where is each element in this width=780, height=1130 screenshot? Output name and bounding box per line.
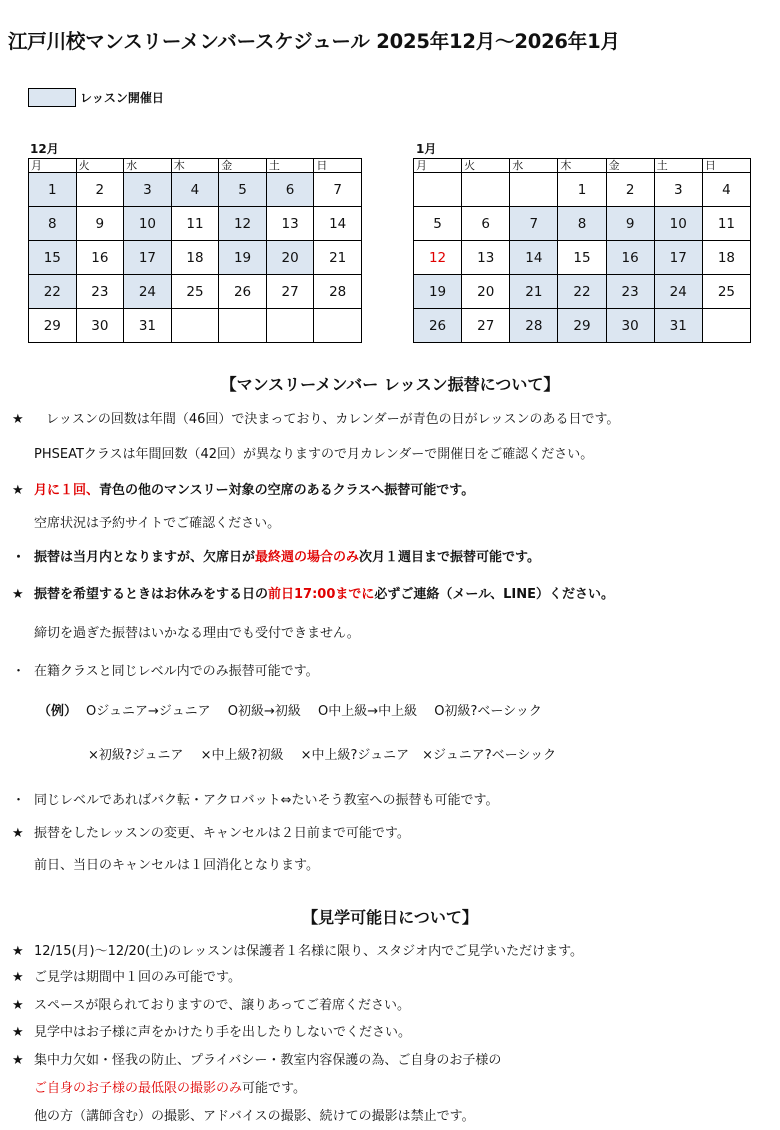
calendar-day-18: 18 <box>702 241 750 275</box>
example-label: （例） <box>38 704 78 719</box>
calendar-day-21: 21 <box>314 241 362 275</box>
visit-item: ★ 見学中はお子様に声をかけたり手を出したりしないでください。 <box>12 1025 412 1040</box>
calendar-day-29: 29 <box>558 309 606 343</box>
calendar-day-2: 2 <box>76 173 124 207</box>
calendar-day-20: 20 <box>462 275 510 309</box>
calendar-day-11: 11 <box>171 207 219 241</box>
calendar-day-27: 27 <box>266 275 314 309</box>
calendar-day-12: 12 <box>414 241 462 275</box>
calendar-day-4: 4 <box>171 173 219 207</box>
calendar-day-21: 21 <box>510 275 558 309</box>
weekday-mon: 月 <box>29 159 77 173</box>
star-icon: ★ <box>12 1053 24 1068</box>
calendar-day-7: 7 <box>314 173 362 207</box>
bullet-icon: ・ <box>12 664 26 679</box>
calendar-day-14: 14 <box>314 207 362 241</box>
star-icon: ★ <box>12 483 24 498</box>
weekday-sun: 日 <box>702 159 750 173</box>
calendar-empty-cell <box>510 173 558 207</box>
calendar-day-11: 11 <box>702 207 750 241</box>
calendar-week <box>29 275 362 309</box>
visit-item: ★ 12/15(月)～12/20(土)のレッスンは保護者１名様に限り、スタジオ内でご見学いただけます。 <box>12 944 584 959</box>
weekday-sun: 日 <box>314 159 362 173</box>
star-icon: ★ <box>12 826 24 841</box>
calendar-day-28: 28 <box>510 309 558 343</box>
calendar-day-29: 29 <box>29 309 77 343</box>
calendar-day-25: 25 <box>702 275 750 309</box>
calendar-empty-cell <box>171 309 219 343</box>
example-ok-line: （例） Oジュニア→ジュニア O初級→初級 O中上級→中上級 O初級?ベーシック <box>38 700 542 719</box>
calendar-empty-cell <box>266 309 314 343</box>
december-label: 12月 <box>30 142 59 156</box>
legend <box>28 88 164 107</box>
calendar-empty-cell <box>702 309 750 343</box>
calendar-week <box>414 173 751 207</box>
star-icon: ★ <box>12 412 24 427</box>
calendar-day-15: 15 <box>558 241 606 275</box>
calendar-day-24: 24 <box>654 275 702 309</box>
calendar-week <box>29 241 362 275</box>
calendar-day-10: 10 <box>124 207 172 241</box>
star-icon: ★ <box>12 944 24 959</box>
calendar-day-6: 6 <box>462 207 510 241</box>
calendar-day-23: 23 <box>606 275 654 309</box>
calendar-day-31: 31 <box>654 309 702 343</box>
transfer-section-title: 【マンスリーメンバー レッスン振替について】 <box>220 375 560 394</box>
weekday-header <box>29 159 362 173</box>
january-calendar <box>413 158 751 343</box>
calendar-week <box>29 309 362 343</box>
rule-line-8: ・ 在籍クラスと同じレベル内でのみ振替可能です。 <box>12 660 319 679</box>
calendar-week <box>414 309 751 343</box>
calendar-day-17: 17 <box>654 241 702 275</box>
calendar-day-27: 27 <box>462 309 510 343</box>
calendar-day-5: 5 <box>219 173 267 207</box>
calendar-day-25: 25 <box>171 275 219 309</box>
calendar-day-1: 1 <box>558 173 606 207</box>
calendar-day-1: 1 <box>29 173 77 207</box>
calendar-day-28: 28 <box>314 275 362 309</box>
weekday-thu: 木 <box>558 159 606 173</box>
calendar-day-13: 13 <box>462 241 510 275</box>
calendar-day-16: 16 <box>606 241 654 275</box>
weekday-sat: 土 <box>266 159 314 173</box>
calendar-empty-cell <box>219 309 267 343</box>
calendar-week <box>414 207 751 241</box>
star-icon: ★ <box>12 970 24 985</box>
calendar-day-3: 3 <box>124 173 172 207</box>
calendar-day-24: 24 <box>124 275 172 309</box>
calendar-day-9: 9 <box>76 207 124 241</box>
calendar-day-18: 18 <box>171 241 219 275</box>
calendar-day-5: 5 <box>414 207 462 241</box>
example-ng-line: ×初級?ジュニア ×中上級?初級 ×中上級?ジュニア ×ジュニア?ベーシック <box>88 748 557 763</box>
weekday-sat: 土 <box>654 159 702 173</box>
calendar-day-6: 6 <box>266 173 314 207</box>
weekday-fri: 金 <box>219 159 267 173</box>
calendar-week <box>414 275 751 309</box>
calendar-day-22: 22 <box>558 275 606 309</box>
calendar-day-19: 19 <box>414 275 462 309</box>
rule-line-11: 前日、当日のキャンセルは１回消化となります。 <box>34 858 319 873</box>
rule-line-2: PHSEATクラスは年間回数（42回）が異なりますので月カレンダーで開催日をご確認ください。 <box>34 447 594 462</box>
weekday-fri: 金 <box>606 159 654 173</box>
rule-line-4: 空席状況は予約サイトでご確認ください。 <box>34 516 281 531</box>
visit-item-continued: ご自身のお子様の最低限の撮影のみ可能です。 <box>34 1081 306 1096</box>
weekday-tue: 火 <box>462 159 510 173</box>
calendar-day-9: 9 <box>606 207 654 241</box>
weekday-wed: 水 <box>124 159 172 173</box>
bullet-icon: ・ <box>12 793 26 808</box>
rule-line-10: ★ 振替をしたレッスンの変更、キャンセルは２日前まで可能です。 <box>12 826 410 841</box>
calendar-day-30: 30 <box>76 309 124 343</box>
calendar-day-13: 13 <box>266 207 314 241</box>
bullet-icon: ・ <box>12 550 26 565</box>
calendar-day-26: 26 <box>219 275 267 309</box>
calendar-day-7: 7 <box>510 207 558 241</box>
rule-line-6: ★ 振替を希望するときはお休みをする日の前日17:00までに必ずご連絡（メール、LINE）ください。 <box>12 587 614 602</box>
star-icon: ★ <box>12 1025 24 1040</box>
legend-swatch <box>28 88 76 107</box>
visit-section-title: 【見学可能日について】 <box>302 908 478 927</box>
calendar-day-20: 20 <box>266 241 314 275</box>
calendar-week <box>29 173 362 207</box>
weekday-header <box>414 159 751 173</box>
calendar-day-16: 16 <box>76 241 124 275</box>
visit-item-last: 他の方（講師含む）の撮影、アドバイスの撮影、続けての撮影は禁止です。 <box>34 1109 475 1124</box>
calendar-day-30: 30 <box>606 309 654 343</box>
calendar-day-22: 22 <box>29 275 77 309</box>
star-icon: ★ <box>12 587 24 602</box>
rule-line-3: ★ 月に１回、青色の他のマンスリー対象の空席のあるクラスへ振替可能です。 <box>12 483 475 498</box>
calendar-day-17: 17 <box>124 241 172 275</box>
calendar-day-8: 8 <box>558 207 606 241</box>
calendar-day-26: 26 <box>414 309 462 343</box>
calendar-day-8: 8 <box>29 207 77 241</box>
calendar-week <box>29 207 362 241</box>
page-title: 江戸川校マンスリーメンバースケジュール 2025年12月～2026年1月 <box>8 30 620 53</box>
calendar-day-10: 10 <box>654 207 702 241</box>
weekday-tue: 火 <box>76 159 124 173</box>
visit-item: ★ ご見学は期間中１回のみ可能です。 <box>12 970 241 985</box>
calendar-empty-cell <box>314 309 362 343</box>
calendar-day-15: 15 <box>29 241 77 275</box>
visit-item: ★ 集中力欠如・怪我の防止、プライバシー・教室内容保護の為、ご自身のお子様の <box>12 1053 502 1068</box>
rule-line-1: ★ レッスンの回数は年間（46回）で決まっており、カレンダーが青色の日がレッスンのある日です。 <box>12 412 620 427</box>
legend-label: レッスン開催日 <box>80 91 164 105</box>
star-icon: ★ <box>12 998 24 1013</box>
calendar-day-31: 31 <box>124 309 172 343</box>
rule-line-7: 締切を過ぎた振替はいかなる理由でも受付できません。 <box>34 626 360 641</box>
calendar-day-23: 23 <box>76 275 124 309</box>
calendar-day-14: 14 <box>510 241 558 275</box>
calendar-empty-cell <box>414 173 462 207</box>
weekday-wed: 水 <box>510 159 558 173</box>
calendar-week <box>414 241 751 275</box>
calendar-day-3: 3 <box>654 173 702 207</box>
weekday-mon: 月 <box>414 159 462 173</box>
calendar-empty-cell <box>462 173 510 207</box>
january-label: 1月 <box>416 142 437 156</box>
visit-item: ★ スペースが限られておりますので、譲りあってご着席ください。 <box>12 998 410 1013</box>
weekday-thu: 木 <box>171 159 219 173</box>
rule-line-9: ・ 同じレベルであればバク転・アクロバット⇔たいそう教室への振替も可能です。 <box>12 789 498 808</box>
calendar-day-4: 4 <box>702 173 750 207</box>
december-calendar <box>28 158 362 343</box>
calendar-day-12: 12 <box>219 207 267 241</box>
calendar-day-19: 19 <box>219 241 267 275</box>
rule-line-5: ・ 振替は当月内となりますが、欠席日が最終週の場合のみ次月１週目まで振替可能です。 <box>12 546 540 565</box>
calendar-day-2: 2 <box>606 173 654 207</box>
